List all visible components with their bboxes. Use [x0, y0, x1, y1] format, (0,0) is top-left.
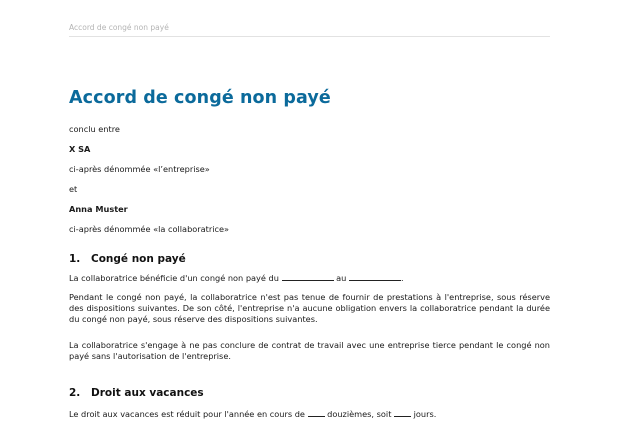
vacation-text-start: Le droit aux vacances est réduit pour l'année en cours de [69, 409, 308, 419]
vacation-text-middle: douzièmes, soit [324, 409, 395, 419]
section-title: Congé non payé [91, 253, 186, 265]
leave-period-text-start: La collaboratrice bénéficie d'un congé non payé du [69, 273, 282, 283]
section-heading-vacation-rights [69, 386, 204, 400]
vacation-reduction-paragraph [69, 408, 550, 420]
start-date-blank [282, 272, 334, 281]
parties-conjunction: et [69, 184, 78, 194]
section-heading-unpaid-leave [69, 252, 186, 266]
employer-name: X SA [69, 144, 91, 154]
vacation-text-end: jours. [411, 409, 437, 419]
non-compete-paragraph: La collaboratrice s'engage à ne pas conclure de contrat de travail avec une entreprise tierce pendant le congé non payé sans l'autorisation de l'entreprise. [69, 340, 550, 362]
leave-period-text-end: . [400, 273, 404, 283]
running-header: Accord de congé non payé [69, 23, 550, 37]
parties-intro: conclu entre [69, 124, 120, 134]
leave-period-text-middle: au [333, 273, 349, 283]
twelfths-blank [308, 408, 325, 417]
section-number: 1. [69, 253, 81, 265]
section-number: 2. [69, 387, 81, 399]
document-title: Accord de congé non payé [69, 88, 331, 108]
employer-designation: ci-après dénommée «l’entreprise» [69, 164, 210, 174]
end-date-blank [349, 272, 401, 281]
days-blank [394, 408, 411, 417]
employee-designation: ci-après dénommée «la collaboratrice» [69, 224, 230, 234]
employee-name: Anna Muster [69, 204, 128, 214]
section-title: Droit aux vacances [91, 387, 204, 399]
leave-period-paragraph [69, 272, 550, 284]
obligations-paragraph: Pendant le congé non payé, la collaboratrice n'est pas tenue de fournir de prestations à l'entreprise, sous réserve des dispositions suivantes. De son côté, l'entreprise n'a aucune obligation envers la collaboratrice pendant la durée du congé non payé, sous réserve des dispositions suivantes. [69, 292, 550, 325]
